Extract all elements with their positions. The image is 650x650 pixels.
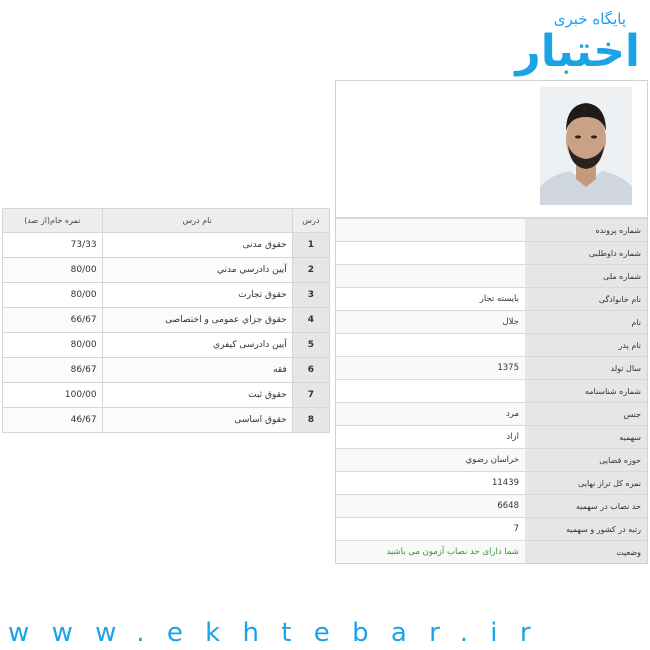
grade-score: 73/33: [3, 233, 103, 258]
profile-field-row: [336, 334, 647, 357]
candidate-profile: [335, 80, 648, 564]
table-row: [3, 408, 330, 433]
profile-field-value: خراسان رضوي: [336, 449, 525, 472]
table-row: [3, 283, 330, 308]
profile-field-label: سهمیه: [525, 426, 647, 449]
profile-field-row: [336, 426, 647, 449]
profile-field-row: [336, 403, 647, 426]
profile-field-label: رتبه در کشور و سهمیه: [525, 518, 647, 541]
course-number: 3: [292, 283, 329, 308]
profile-field-row: [336, 265, 647, 288]
profile-field-label: شماره داوطلبی: [525, 242, 647, 265]
profile-field-value: مرد: [336, 403, 525, 426]
profile-field-value: [336, 242, 525, 265]
profile-field-row: [336, 242, 647, 265]
grade-score: 80/00: [3, 258, 103, 283]
table-row: [3, 383, 330, 408]
profile-field-row: [336, 449, 647, 472]
course-name: حقوق تجارت: [102, 283, 292, 308]
grade-score: 80/00: [3, 333, 103, 358]
profile-field-row: [336, 472, 647, 495]
course-name: حقوق جزاي عمومی و اختصاصی: [102, 308, 292, 333]
table-row: [3, 333, 330, 358]
profile-field-label: سال تولد: [525, 357, 647, 380]
profile-field-value: 1375: [336, 357, 525, 380]
profile-field-label: وضعیت: [525, 541, 647, 564]
header-raw-score: نمره خام(از صد): [3, 209, 103, 233]
grades-header-row: [3, 209, 330, 233]
course-name: آيين دادرسی کيفري: [102, 333, 292, 358]
grade-score: 66/67: [3, 308, 103, 333]
profile-field-value: 7: [336, 518, 525, 541]
profile-field-label: شماره پرونده: [525, 219, 647, 242]
header-course: درس: [292, 209, 329, 233]
header-course-name: نام درس: [102, 209, 292, 233]
course-number: 1: [292, 233, 329, 258]
candidate-photo: [540, 87, 632, 205]
grade-score: 86/67: [3, 358, 103, 383]
profile-field-label: نمره کل تراز نهایی: [525, 472, 647, 495]
course-number: 8: [292, 408, 329, 433]
profile-field-row: [336, 380, 647, 403]
profile-field-row: [336, 518, 647, 541]
course-number: 7: [292, 383, 329, 408]
table-row: [3, 233, 330, 258]
profile-field-value: 11439: [336, 472, 525, 495]
course-number: 2: [292, 258, 329, 283]
profile-field-value: [336, 219, 525, 242]
profile-field-label: نام خانوادگی: [525, 288, 647, 311]
profile-field-label: جنس: [525, 403, 647, 426]
course-number: 5: [292, 333, 329, 358]
profile-field-label: شماره ملی: [525, 265, 647, 288]
profile-field-row: [336, 311, 647, 334]
profile-field-row: [336, 357, 647, 380]
course-name: حقوق اساسی: [102, 408, 292, 433]
profile-field-label: حوزه قضایی: [525, 449, 647, 472]
profile-field-label: نام: [525, 311, 647, 334]
course-name: فقه: [102, 358, 292, 383]
logo-tagline: پایگاه خبری: [553, 10, 626, 28]
profile-field-row: [336, 219, 647, 242]
profile-info-table: [336, 218, 647, 563]
profile-field-value: شما دارای حد نصاب آزمون می باشید: [336, 541, 525, 564]
profile-field-row: [336, 541, 647, 564]
logo-name: اختبار: [515, 26, 640, 77]
profile-field-value: جلال: [336, 311, 525, 334]
course-name: آيين دادرسي مدني: [102, 258, 292, 283]
profile-field-label: شماره شناسنامه: [525, 380, 647, 403]
table-row: [3, 308, 330, 333]
profile-field-row: [336, 288, 647, 311]
profile-field-row: [336, 495, 647, 518]
course-name: حقوق مدنی: [102, 233, 292, 258]
table-row: [3, 258, 330, 283]
profile-field-value: [336, 265, 525, 288]
profile-field-value: [336, 334, 525, 357]
site-url: www.ekhtebar.ir: [8, 618, 553, 648]
profile-field-value: 6648: [336, 495, 525, 518]
profile-field-value: بايسته تجار: [336, 288, 525, 311]
course-number: 4: [292, 308, 329, 333]
photo-row: [336, 81, 647, 218]
profile-field-value: [336, 380, 525, 403]
grade-score: 80/00: [3, 283, 103, 308]
grade-score: 100/00: [3, 383, 103, 408]
profile-field-value: ازاد: [336, 426, 525, 449]
site-logo: [515, 10, 640, 82]
course-number: 6: [292, 358, 329, 383]
profile-field-label: حد نصاب در سهمیه: [525, 495, 647, 518]
profile-field-label: نام پدر: [525, 334, 647, 357]
course-name: حقوق ثبت: [102, 383, 292, 408]
grade-score: 46/67: [3, 408, 103, 433]
table-row: [3, 358, 330, 383]
grades-table: [2, 208, 330, 433]
